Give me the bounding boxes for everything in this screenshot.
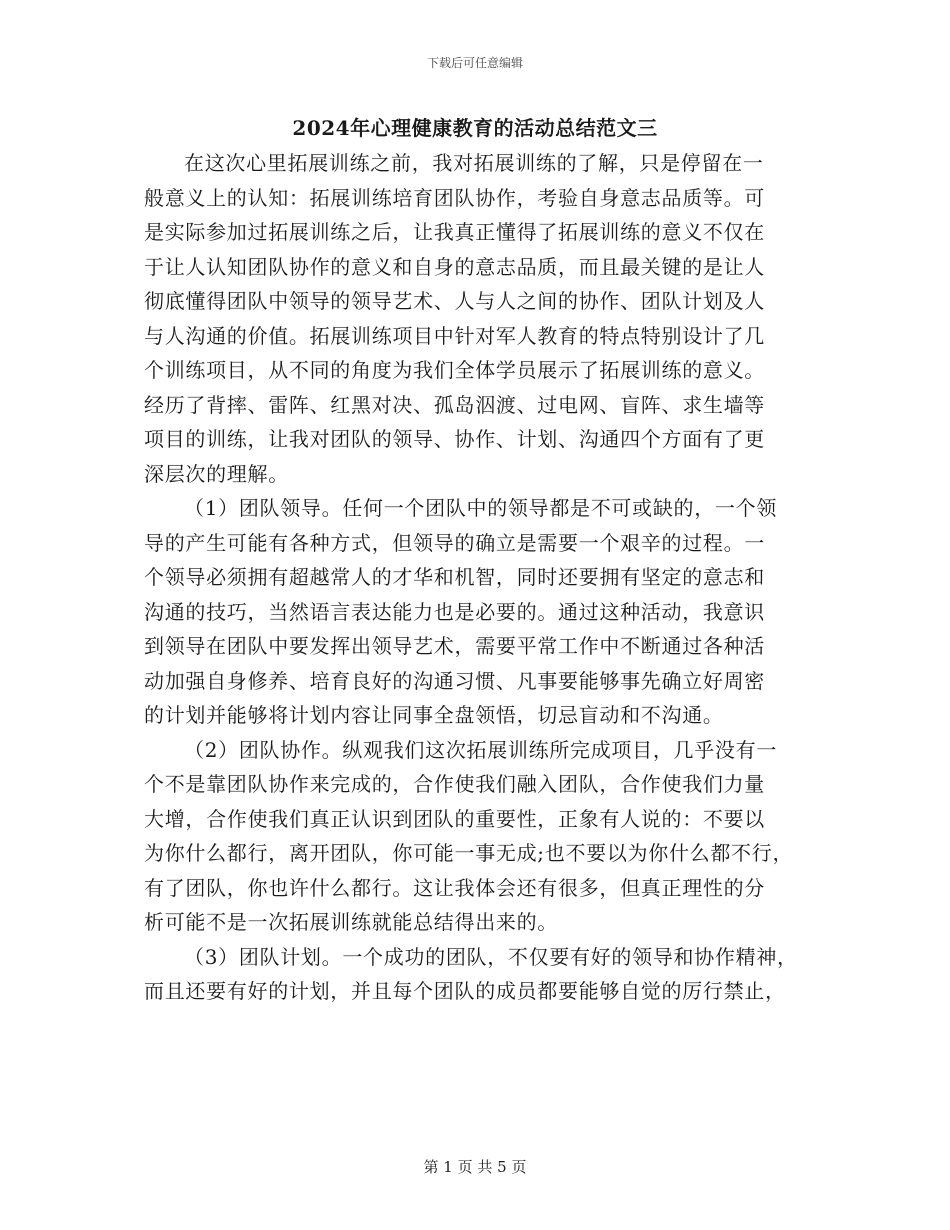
paragraph-line: 在这次心里拓展训练之前，我对拓展训练的了解，只是停留在一: [184, 151, 764, 175]
paragraph-line: 析可能不是一次拓展训练就能总结得出来的。: [144, 910, 558, 934]
paragraph-line: 是实际参加过拓展训练之后，让我真正懂得了拓展训练的意义不仅在: [144, 220, 765, 244]
paragraph-line: 个训练项目，从不同的角度为我们全体学员展示了拓展训练的意义。: [144, 358, 765, 382]
paragraph-line: 个领导必须拥有超越常人的才华和机智，同时还要拥有坚定的意志和: [144, 565, 765, 589]
document-body: [144, 146, 814, 1009]
paragraph-line: 经历了背摔、雷阵、红黑对决、孤岛泅渡、过电网、盲阵、求生墙等: [144, 392, 765, 417]
paragraph-line: 到领导在团队中要发挥出领导艺术，需要平常工作中不断通过各种活: [144, 634, 765, 658]
paragraph-line: 项目的训练，让我对团队的领导、协作、计划、沟通四个方面有了更: [144, 427, 765, 451]
paragraph-line: 深层次的理解。: [144, 461, 289, 486]
paragraph-line: 为你什么都行，离开团队，你可能一事无成;也不要以为你什么都不行，: [144, 841, 794, 865]
paragraph-line: 沟通的技巧，当然语言表达能力也是必要的。通过这种活动，我意识: [144, 599, 765, 624]
paragraph-line: 般意义上的认知：拓展训练培育团队协作，考验自身意志品质等。可: [144, 185, 765, 210]
paragraph-line: 个不是靠团队协作来完成的，合作使我们融入团队，合作使我们力量: [144, 772, 765, 796]
page-number: 第 1 页 共 5 页: [423, 1158, 527, 1176]
paragraph-line: 于让人认知团队协作的意义和自身的意志品质，而且最关键的是让人: [144, 254, 765, 279]
paragraph-line: （1）团队领导。任何一个团队中的领导都是不可或缺的，一个领: [184, 496, 778, 520]
paragraph-line: （2）团队协作。纵观我们这次拓展训练所完成项目，几乎没有一: [184, 737, 778, 762]
paragraph-line: 的计划并能够将计划内容让同事全盘领悟，切忌盲动和不沟通。: [144, 703, 724, 727]
paragraph-line: 导的产生可能有各种方式，但领导的确立是需要一个艰辛的过程。一: [144, 530, 765, 555]
paragraph-line: 而且还要有好的计划，并且每个团队的成员都要能够自觉的厉行禁止，: [144, 979, 786, 1003]
header-note: 下载后可任意编辑: [426, 56, 523, 70]
paragraph-line: 彻底懂得团队中领导的领导艺术、人与人之间的协作、团队计划及人: [144, 289, 765, 313]
paragraph-line: （3）团队计划。一个成功的团队，不仅要有好的领导和协作精神，: [184, 944, 798, 969]
paragraph-line: 大增，合作使我们真正认识到团队的重要性，正象有人说的：不要以: [144, 806, 765, 831]
paragraph-line: 有了团队，你也许什么都行。这让我体会还有很多，但真正理性的分: [144, 875, 765, 900]
document-title: 2024年心理健康教育的活动总结范文三: [292, 116, 658, 140]
paragraph-line: 动加强自身修养、培育良好的沟通习惯、凡事要能够事先确立好周密: [144, 668, 765, 693]
paragraph-line: 与人沟通的价值。拓展训练项目中针对军人教育的特点特别设计了几: [144, 323, 765, 348]
